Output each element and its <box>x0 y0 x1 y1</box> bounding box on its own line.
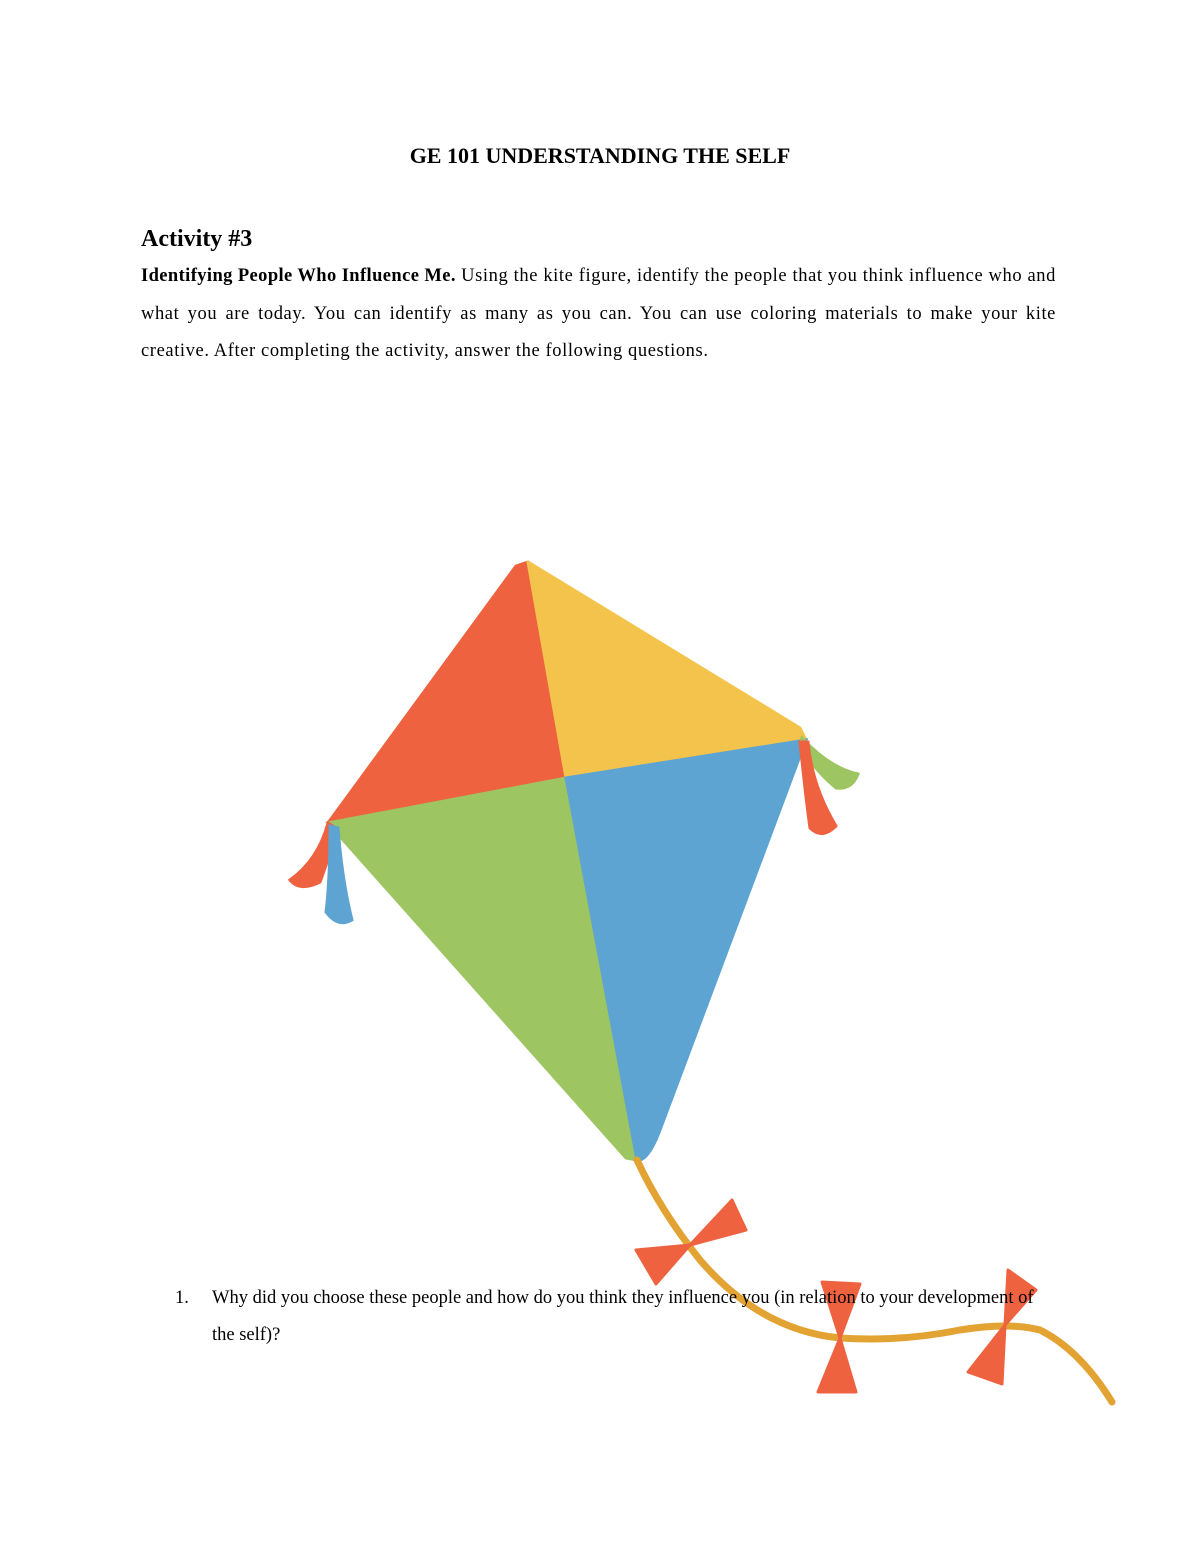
kite-bow-1-lower-wing <box>636 1245 690 1284</box>
activity-heading: Activity #3 <box>141 226 253 252</box>
question-list <box>175 1280 1055 1354</box>
kite-bow-1-upper-wing <box>690 1200 746 1245</box>
question-text: Why did you choose these people and how do you think they influence you (in relation to your development of the self)? <box>212 1288 1034 1345</box>
kite-bow-1 <box>636 1200 746 1284</box>
document-title: GE 101 UNDERSTANDING THE SELF <box>409 143 791 168</box>
question-number: 1. <box>175 1288 189 1308</box>
instructions-body: Using the kite figure, identify the people that you think influence who and what you are today. You can identify as many as you can. You can use coloring materials to make your kite creative. After completing the activity, answer the following questions. <box>141 266 1056 361</box>
instructions-lead: Identifying People Who Influence Me. <box>141 266 456 286</box>
question-item <box>175 1280 1055 1354</box>
